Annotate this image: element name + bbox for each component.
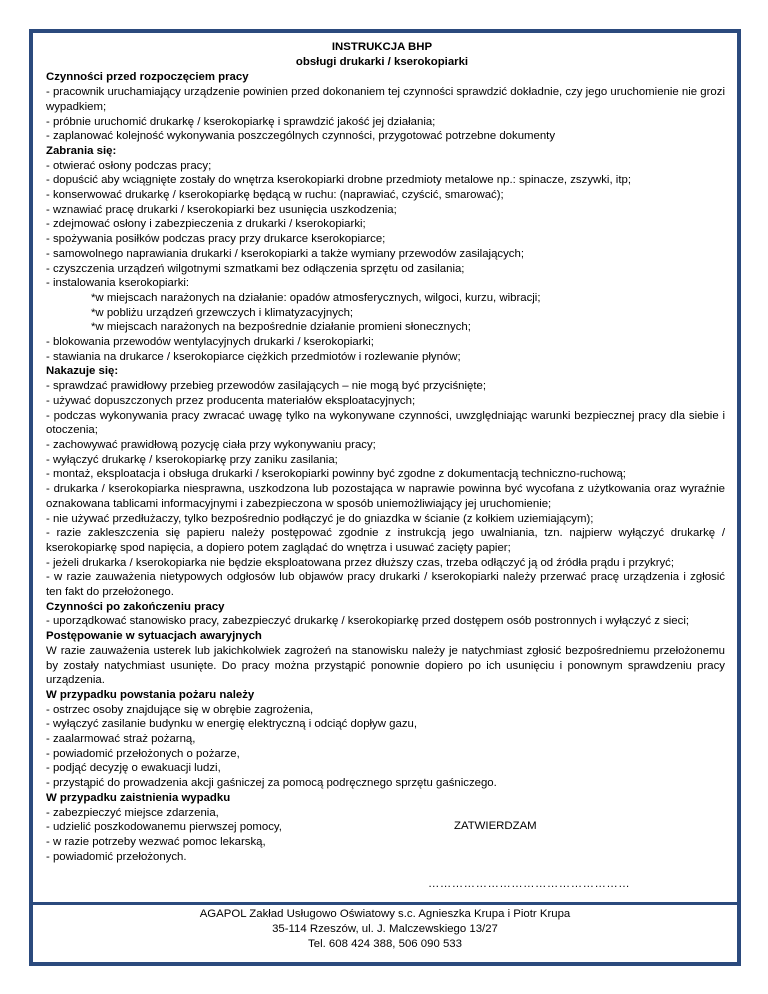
section-heading-accident: W przypadku zaistnienia wypadku bbox=[46, 791, 231, 804]
list-item: - zdejmować osłony i zabezpieczenia z drukarki / kserokopiarki; bbox=[46, 218, 366, 231]
list-item: - razie zakleszczenia się papieru należy postępować zgodnie z instrukcją jego uwalniania, tzn. najpierw wyłączyć drukarkę / kserokopiarkę spod napięcia, a dopiero potem zaglądać do wnętrza i usuwać zacięty papier; bbox=[46, 527, 725, 554]
list-item: - stawiania na drukarce / kserokopiarce ciężkich przedmiotów i rozlewanie płynów; bbox=[46, 350, 461, 363]
list-item: - instalowania kserokopiarki: bbox=[46, 277, 190, 290]
list-item: - wyłączyć drukarkę / kserokopiarkę przy zaniku zasilania; bbox=[46, 453, 338, 466]
instruction-body bbox=[46, 40, 725, 864]
list-item: - powiadomić przełożonych. bbox=[46, 850, 187, 863]
signature-line: …………………………………………… bbox=[428, 878, 631, 890]
list-item: - próbnie uruchomić drukarkę / kserokopiarkę i sprawdzić jakość jej działania; bbox=[46, 115, 436, 128]
list-item: - przystąpić do prowadzenia akcji gaśniczej za pomocą podręcznego sprzętu gaśniczego. bbox=[46, 777, 497, 790]
list-item: - powiadomić przełożonych o pożarze, bbox=[46, 747, 240, 760]
list-item: - jeżeli drukarka / kserokopiarka nie będzie eksploatowana przez dłuższy czas, trzeba odłączyć ją od źródła prądu i przykryć; bbox=[46, 556, 675, 569]
list-item: - zachowywać prawidłową pozycję ciała przy wykonywaniu pracy; bbox=[46, 438, 376, 451]
list-item: - pracownik uruchamiający urządzenie powinien przed dokonaniem tej czynności sprawdzić dokładnie, czy jego uruchomienie nie grozi wypadkiem; bbox=[46, 86, 725, 113]
list-item: - czyszczenia urządzeń wilgotnymi szmatkami bez odłączenia sprzętu od zasilania; bbox=[46, 262, 465, 275]
list-item: - spożywania posiłków podczas pracy przy drukarce kserokopiarce; bbox=[46, 233, 386, 246]
list-item: - otwierać osłony podczas pracy; bbox=[46, 159, 212, 172]
footer-divider bbox=[31, 902, 739, 905]
list-item: - ostrzec osoby znajdujące się w obrębie zagrożenia, bbox=[46, 703, 314, 716]
list-item: - w razie zauważenia nietypowych odgłosów lub objawów pracy drukarki / kserokopiarki należy przerwać pracę urządzenia i zgłosić ten fakt do przełożonego. bbox=[46, 571, 725, 599]
sub-list-item: *w miejscach narażonych na działanie: opadów atmosferycznych, wilgoci, kurzu, wibracji; bbox=[91, 291, 541, 304]
sub-list-item: *w miejscach narażonych na bezpośrednie działanie promieni słonecznych; bbox=[91, 321, 471, 334]
footer-company: AGAPOL Zakład Usługowo Oświatowy s.c. Agnieszka Krupa i Piotr Krupa bbox=[199, 908, 571, 920]
section-heading-fire: W przypadku powstania pożaru należy bbox=[46, 688, 255, 701]
list-item: - konserwować drukarkę / kserokopiarkę będącą w ruchu: (naprawiać, czyścić, smarować); bbox=[46, 189, 504, 202]
footer-address: 35-114 Rzeszów, ul. J. Malczewskiego 13/27 bbox=[272, 923, 498, 935]
list-item: - dopuścić aby wciągnięte zostały do wnętrza kserokopiarki drobne przedmioty metalowe np.: spinacze, zszywki, itp; bbox=[46, 174, 631, 187]
paragraph: W razie zauważenia usterek lub jakichkolwiek zagrożeń na stanowisku należy je natychmiast zgłosić bezpośredniemu przełożonemu by zostały natychmiast usunięte. Do pracy można przystąpić ponownie dopiero po ich usunięciu i ponownym sprawdzeniu pracy urządzenia. bbox=[46, 644, 725, 687]
footer-phone: Tel. 608 424 388, 506 090 533 bbox=[308, 938, 462, 950]
list-item: - sprawdzać prawidłowy przebieg przewodów zasilających – nie mogą być przyciśnięte; bbox=[46, 380, 487, 393]
list-item: - samowolnego naprawiania drukarki / kserokopiarki a także wymiany przewodów zasilających; bbox=[46, 247, 524, 260]
list-item: - używać dopuszczonych przez producenta materiałów eksploatacyjnych; bbox=[46, 394, 416, 407]
list-item: - nie używać przedłużaczy, tylko bezpośrednio podłączyć je do gniazdka w ścianie (z kołkiem uziemiającym); bbox=[46, 512, 594, 525]
footer bbox=[29, 907, 741, 952]
list-item: - blokowania przewodów wentylacyjnych drukarki / kserokopiarki; bbox=[46, 336, 374, 349]
document-title: INSTRUKCJA BHP bbox=[331, 41, 433, 53]
section-heading-emergency: Postępowanie w sytuacjach awaryjnych bbox=[46, 630, 262, 643]
list-item: - udzielić poszkodowanemu pierwszej pomocy, bbox=[46, 821, 282, 834]
section-heading-after-work: Czynności po zakończeniu pracy bbox=[46, 600, 225, 613]
list-item: - zabezpieczyć miejsce zdarzenia, bbox=[46, 806, 219, 819]
list-item: - zaplanować kolejność wykonywania poszczególnych czynności, przygotować potrzebne dokumenty bbox=[46, 130, 556, 143]
document-subtitle: obsługi drukarki / kserokopiarki bbox=[295, 55, 469, 68]
list-item: - w razie potrzeby wezwać pomoc lekarską, bbox=[46, 835, 266, 848]
approval-label: ZATWIERDZAM bbox=[454, 820, 537, 832]
list-item: - drukarka / kserokopiarka niesprawna, uszkodzona lub pozostająca w naprawie powinna być wycofana z użytkowania oraz wyraźnie oznakowana tablicami informacyjnymi i zabezpieczona w sposób uniemożliwiający jej uruchomienie; bbox=[46, 483, 725, 510]
section-heading-before-work: Czynności przed rozpoczęciem pracy bbox=[46, 71, 249, 84]
list-item: - wyłączyć zasilanie budynku w energię elektryczną i odciąć dopływ gazu, bbox=[46, 718, 418, 731]
list-item: - wznawiać pracę drukarki / kserokopiarki bez usunięcia uszkodzenia; bbox=[46, 203, 397, 216]
list-item: - podczas wykonywania pracy zwracać uwagę tylko na wykonywane czynności, uwzględniając warunki bezpiecznej pracy dla siebie i otoczenia; bbox=[46, 409, 725, 437]
list-item: - montaż, eksploatacja i obsługa drukarki / kserokopiarki powinny być zgodne z dokumentacją techniczno-ruchową; bbox=[46, 468, 626, 481]
list-item: - uporządkować stanowisko pracy, zabezpieczyć drukarkę / kserokopiarkę przed dostępem osób postronnych i wyłączyć z sieci; bbox=[46, 615, 690, 628]
section-heading-required: Nakazuje się: bbox=[46, 365, 119, 378]
sub-list-item: *w pobliżu urządzeń grzewczych i klimatyzacyjnych; bbox=[91, 306, 354, 319]
section-heading-prohibited: Zabrania się: bbox=[46, 144, 117, 157]
list-item: - zaalarmować straż pożarną, bbox=[46, 733, 196, 746]
list-item: - podjąć decyzję o ewakuacji ludzi, bbox=[46, 762, 221, 775]
